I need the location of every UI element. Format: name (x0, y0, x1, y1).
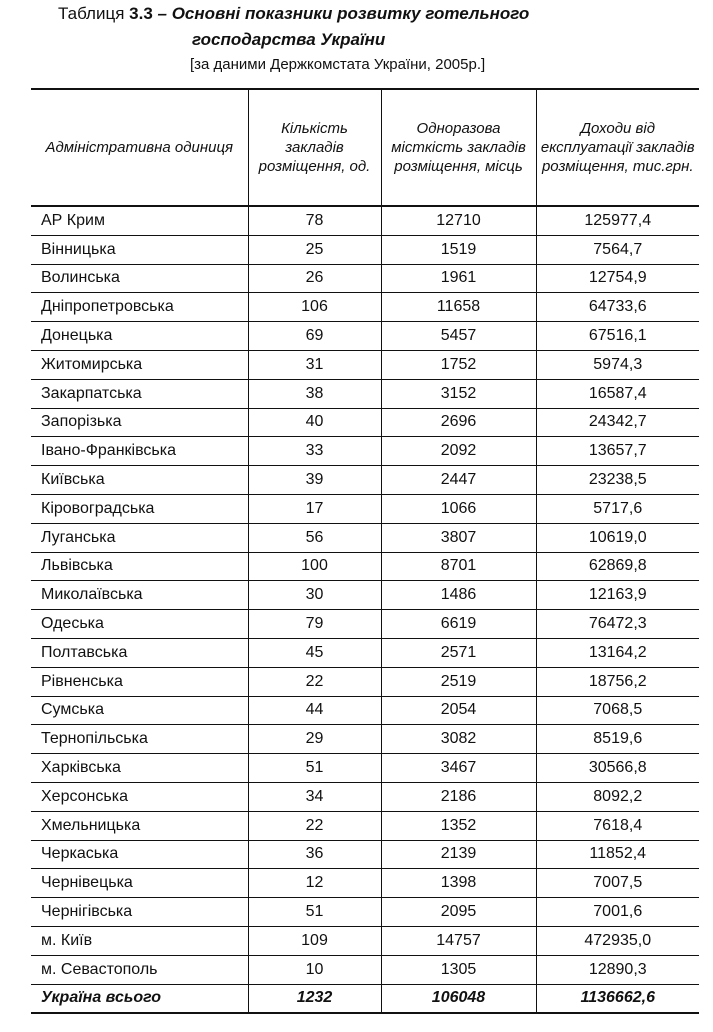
caption-title-line-2: господарства України (192, 30, 386, 49)
table-row (31, 408, 699, 437)
caption-number: 3.3 (129, 4, 153, 23)
cell-capacity: 2571 (381, 638, 536, 667)
table-row (31, 667, 699, 696)
cell-income: 30566,8 (536, 754, 699, 783)
cell-capacity: 1305 (381, 955, 536, 984)
cell-count: 33 (248, 437, 381, 466)
cell-capacity: 6619 (381, 610, 536, 639)
cell-income: 12754,9 (536, 264, 699, 293)
cell-region: Дніпропетровська (31, 293, 248, 322)
cell-count: 100 (248, 552, 381, 581)
cell-income: 13657,7 (536, 437, 699, 466)
table-row (31, 523, 699, 552)
cell-region: Україна всього (31, 984, 248, 1013)
cell-region: Чернівецька (31, 869, 248, 898)
table-row (31, 926, 699, 955)
cell-capacity: 2095 (381, 898, 536, 927)
cell-count: 1232 (248, 984, 381, 1013)
cell-income: 23238,5 (536, 466, 699, 495)
cell-count: 109 (248, 926, 381, 955)
cell-count: 22 (248, 811, 381, 840)
table-row (31, 264, 699, 293)
table-row (31, 696, 699, 725)
cell-income: 7618,4 (536, 811, 699, 840)
cell-income: 472935,0 (536, 926, 699, 955)
table-row (31, 955, 699, 984)
cell-capacity: 1398 (381, 869, 536, 898)
cell-region: Закарпатська (31, 379, 248, 408)
caption-label: Таблиця (58, 4, 125, 23)
total-row (31, 984, 699, 1013)
cell-capacity: 1752 (381, 350, 536, 379)
table-row (31, 322, 699, 351)
cell-region: Тернопільська (31, 725, 248, 754)
cell-region: Рівненська (31, 667, 248, 696)
table-row (31, 552, 699, 581)
cell-income: 5974,3 (536, 350, 699, 379)
cell-income: 1136662,6 (536, 984, 699, 1013)
table-caption (0, 0, 713, 88)
cell-count: 36 (248, 840, 381, 869)
cell-income: 7007,5 (536, 869, 699, 898)
cell-income: 13164,2 (536, 638, 699, 667)
cell-region: м. Севастополь (31, 955, 248, 984)
cell-count: 79 (248, 610, 381, 639)
table-row (31, 610, 699, 639)
cell-capacity: 2447 (381, 466, 536, 495)
cell-region: Чернігівська (31, 898, 248, 927)
cell-region: Хмельницька (31, 811, 248, 840)
cell-capacity: 11658 (381, 293, 536, 322)
header-capacity: Одноразова місткість закладів розміщення, місць (381, 89, 536, 206)
cell-region: Волинська (31, 264, 248, 293)
cell-count: 29 (248, 725, 381, 754)
cell-region: Одеська (31, 610, 248, 639)
cell-capacity: 2186 (381, 782, 536, 811)
cell-capacity: 3082 (381, 725, 536, 754)
cell-region: Сумська (31, 696, 248, 725)
cell-region: м. Київ (31, 926, 248, 955)
cell-income: 7001,6 (536, 898, 699, 927)
cell-count: 17 (248, 494, 381, 523)
cell-capacity: 2696 (381, 408, 536, 437)
cell-count: 40 (248, 408, 381, 437)
table-row (31, 581, 699, 610)
header-count: Кількість закладів розміщення, од. (248, 89, 381, 206)
cell-count: 22 (248, 667, 381, 696)
cell-capacity: 3807 (381, 523, 536, 552)
cell-count: 51 (248, 754, 381, 783)
table-row (31, 898, 699, 927)
cell-count: 78 (248, 206, 381, 235)
cell-count: 44 (248, 696, 381, 725)
cell-region: Житомирська (31, 350, 248, 379)
cell-region: Донецька (31, 322, 248, 351)
cell-count: 39 (248, 466, 381, 495)
table-row (31, 466, 699, 495)
cell-capacity: 3152 (381, 379, 536, 408)
table-row (31, 638, 699, 667)
cell-capacity: 1352 (381, 811, 536, 840)
table-row (31, 811, 699, 840)
hotel-statistics-table (31, 88, 699, 1014)
cell-count: 56 (248, 523, 381, 552)
cell-capacity: 1519 (381, 235, 536, 264)
cell-count: 106 (248, 293, 381, 322)
cell-capacity: 5457 (381, 322, 536, 351)
table-row (31, 206, 699, 235)
cell-capacity: 2092 (381, 437, 536, 466)
cell-region: Київська (31, 466, 248, 495)
caption-title-line-1: – Основні показники розвитку готельного (157, 4, 530, 23)
cell-capacity: 2054 (381, 696, 536, 725)
cell-capacity: 1066 (381, 494, 536, 523)
cell-count: 51 (248, 898, 381, 927)
cell-capacity: 2139 (381, 840, 536, 869)
table-row (31, 782, 699, 811)
table-row (31, 754, 699, 783)
table-row (31, 725, 699, 754)
cell-region: Кіровоградська (31, 494, 248, 523)
cell-region: АР Крим (31, 206, 248, 235)
cell-region: Харківська (31, 754, 248, 783)
cell-count: 31 (248, 350, 381, 379)
cell-count: 26 (248, 264, 381, 293)
table-row (31, 494, 699, 523)
cell-region: Миколаївська (31, 581, 248, 610)
cell-income: 7068,5 (536, 696, 699, 725)
table-row (31, 350, 699, 379)
caption-line-1 (58, 4, 529, 24)
cell-count: 25 (248, 235, 381, 264)
cell-capacity: 8701 (381, 552, 536, 581)
cell-income: 12163,9 (536, 581, 699, 610)
cell-income: 5717,6 (536, 494, 699, 523)
cell-count: 38 (248, 379, 381, 408)
cell-income: 76472,3 (536, 610, 699, 639)
cell-region: Луганська (31, 523, 248, 552)
table-row (31, 293, 699, 322)
cell-capacity: 3467 (381, 754, 536, 783)
header-region: Адміністративна одиниця (31, 89, 248, 206)
table-row (31, 840, 699, 869)
cell-capacity: 106048 (381, 984, 536, 1013)
cell-region: Херсонська (31, 782, 248, 811)
table-body (31, 206, 699, 1013)
cell-count: 30 (248, 581, 381, 610)
cell-capacity: 12710 (381, 206, 536, 235)
cell-income: 62869,8 (536, 552, 699, 581)
cell-count: 10 (248, 955, 381, 984)
cell-income: 67516,1 (536, 322, 699, 351)
cell-capacity: 1486 (381, 581, 536, 610)
cell-region: Черкаська (31, 840, 248, 869)
cell-income: 125977,4 (536, 206, 699, 235)
cell-count: 12 (248, 869, 381, 898)
table-row (31, 235, 699, 264)
cell-count: 34 (248, 782, 381, 811)
cell-region: Запорізька (31, 408, 248, 437)
table-row (31, 869, 699, 898)
cell-income: 11852,4 (536, 840, 699, 869)
table-row (31, 437, 699, 466)
header-income: Доходи від експлуатації закладів розміщення, тис.грн. (536, 89, 699, 206)
header-row (31, 89, 699, 206)
cell-capacity: 1961 (381, 264, 536, 293)
cell-income: 18756,2 (536, 667, 699, 696)
cell-income: 24342,7 (536, 408, 699, 437)
cell-count: 45 (248, 638, 381, 667)
cell-income: 64733,6 (536, 293, 699, 322)
cell-region: Полтавська (31, 638, 248, 667)
cell-income: 8519,6 (536, 725, 699, 754)
cell-region: Івано-Франківська (31, 437, 248, 466)
cell-capacity: 2519 (381, 667, 536, 696)
cell-capacity: 14757 (381, 926, 536, 955)
caption-source: [за даними Держкомстата України, 2005р.] (190, 56, 486, 73)
cell-income: 10619,0 (536, 523, 699, 552)
cell-income: 7564,7 (536, 235, 699, 264)
cell-count: 69 (248, 322, 381, 351)
cell-income: 8092,2 (536, 782, 699, 811)
table-row (31, 379, 699, 408)
cell-region: Львівська (31, 552, 248, 581)
cell-income: 16587,4 (536, 379, 699, 408)
cell-region: Вінницька (31, 235, 248, 264)
cell-income: 12890,3 (536, 955, 699, 984)
